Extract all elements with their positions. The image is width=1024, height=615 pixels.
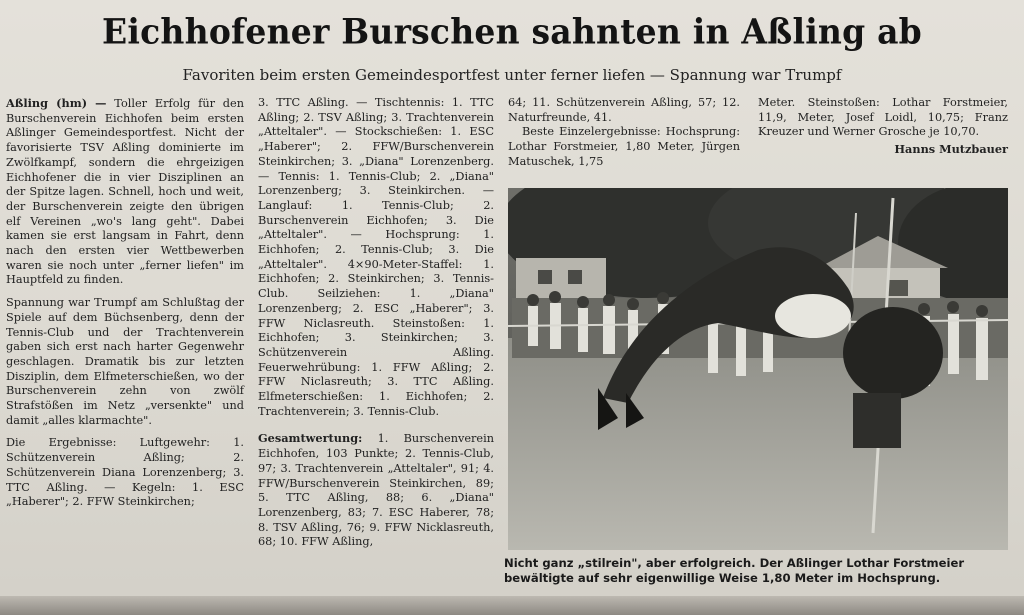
best-results: Beste Einzelergebnisse: Hochsprung: Lothar Forstmeier, 1,80 Meter, Jürgen Matuschek, 1,75 xyxy=(508,125,740,168)
byline: Hanns Mutzbauer xyxy=(894,142,1008,157)
overall-text: 1. Burschenverein Eichhofen, 103 Punkte; 2. Tennis-Club, 97; 3. Trachtenverein „Atteltaler", 91; 4. FFW/Burschenverein Steinkirchen, 89; 5. TTC Aßling, 88; 6. „Diana" Lorenzenberg, 83; 7. ESC Haberer, 78; 8. TSV Aßling, 76; 9. FFW Nicklasreuth, 68; 10. FFW Aßling, xyxy=(258,432,495,549)
lead-text: Toller Erfolg für den Burschenverein Eichhofen beim ersten Aßlinger Gemeindesportfest. Nicht der favorisierte TSV Aßling dominierte im Zwölfkampf, sondern die ehrgeizigen Eichhofener die in vier Disziplinen an der Spitze lagen. Schnell, hoch und weit, der Burschenverein zeigte den übrigen elf Vereinen „wo's lang geht". Dabei kamen sie erst langsam in Fahrt, denn nach den ersten vier Wettbewerben waren sie noch unter „ferner liefen" im Hauptfeld zu finden. xyxy=(6,97,244,287)
subheadline: Favoriten beim ersten Gemeindesportfest unter ferner liefen — Spannung war Trumpf xyxy=(182,66,842,84)
high-jump-photo xyxy=(508,188,1008,550)
lead-paragraph xyxy=(6,96,244,288)
best-results-continued: Meter. Steinstoßen: Lothar Forstmeier, 11,9, Meter, Josef Loidl, 10,75; Franz Kreuzer und Werner Grosche je 10,70. xyxy=(758,96,1008,139)
overall-standings xyxy=(258,431,494,550)
article-column-3 xyxy=(508,96,740,178)
page-bottom-edge xyxy=(0,596,1024,615)
results-continued: 3. TTC Aßling. — Tischtennis: 1. TTC Aßling; 2. TSV Aßling; 3. Trachtenverein „Atteltaler". — Stockschießen: 1. ESC „Haberer"; 2. FFW/Burschenverein Steinkirchen; 3. „Diana" Lorenzenberg. — Tennis: 1. Tennis-Club; 2. „Diana" Lorenzenberg; 3. Steinkirchen. — Langlauf: 1. Tennis-Club; 2. Burschenverein Eichhofen; 3. Die „Atteltaler". — Hochsprung: 1. Eichhofen; 2. Tennis-Club; 3. Die „Atteltaler". 4×90-Meter-Staffel: 1. Eichhofen; 2. Steinkirchen; 3. Tennis-Club. Seilziehen: 1. „Diana" Lorenzenberg; 2. ESC „Haberer"; 3. FFW Niclasreuth. Steinstoßen: 1. Eichhofen; 3. Steinkirchen; 3. Schützenverein Aßling. Feuerwehrübung: 1. FFW Aßling; 2. FFW Niclasreuth; 3. TTC Aßling. Elfmeterschießen: 1. Eichhofen; 2. Trachtenverein; 3. Tennis-Club. xyxy=(258,96,494,418)
photo-illustration xyxy=(508,188,1008,550)
photo-caption: Nicht ganz „stilrein", aber erfolgreich. Der Aßlinger Lothar Forstmeier bewältigte auf sehr eigenwillige Weise 1,80 Meter im Hochsprung. xyxy=(504,556,965,585)
dateline: Aßling (hm) — xyxy=(6,96,107,110)
results-paragraph: Die Ergebnisse: Luftgewehr: 1. Schützenverein Aßling; 2. Schützenverein Diana Lorenzenberg; 3. TTC Aßling. — Kegeln: 1. ESC „Haberer"; 2. FFW Steinkirchen; xyxy=(6,436,244,509)
article-column-4 xyxy=(758,96,1008,157)
overall-label: Gesamtwertung: xyxy=(258,431,363,446)
article-column-1 xyxy=(6,96,244,518)
paragraph: Spannung war Trumpf am Schlußtag der Spiele auf dem Büchsenberg, denn der Tennis-Club und der Trachtenverein gaben sich erst nach harter Gegenwehr geschlagen. Dramatik bis zur letzten Disziplin, dem Elfmeterschießen, wo der Burschenverein zehn von zwölf Strafstößen im Netz „versenkte" und damit „alles klarmachte". xyxy=(6,296,244,427)
headline: Eichhofener Burschen sahnten in Aßling ab xyxy=(102,11,922,52)
article-column-2 xyxy=(258,96,494,558)
standings-end: 64; 11. Schützenverein Aßling, 57; 12. Naturfreunde, 41. xyxy=(508,96,740,124)
